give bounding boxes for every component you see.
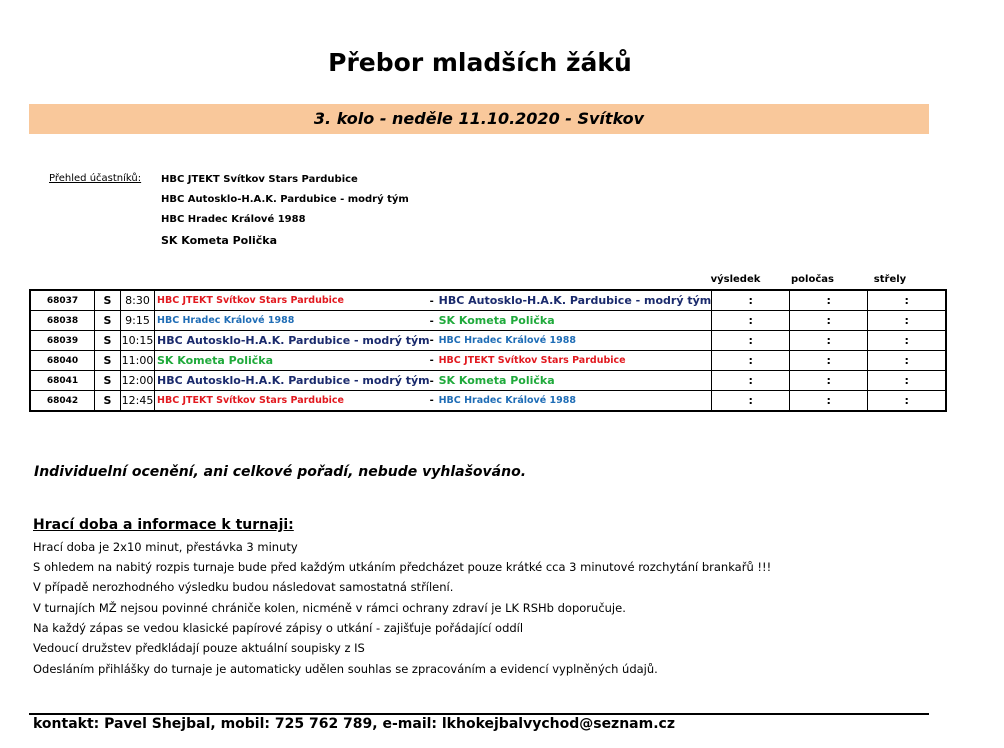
game-row	[30, 331, 946, 351]
result-cell: :	[712, 351, 790, 371]
result-cell: :	[712, 391, 790, 412]
games-table	[29, 289, 947, 412]
home-team: HBC Autosklo-H.A.K. Pardubice - modrý tým	[157, 334, 430, 347]
shots-cell: :	[868, 311, 947, 331]
info-line: V případě nerozhodného výsledku budou následovat samostatná střílení.	[33, 580, 454, 594]
shots-cell: :	[868, 290, 947, 311]
result-cell: :	[712, 331, 790, 351]
shots-cell: :	[868, 371, 947, 391]
column-header-half: poločas	[791, 274, 834, 285]
info-heading: Hrací doba a informace k turnaji:	[33, 517, 294, 533]
half-cell: :	[790, 391, 868, 412]
half-cell: :	[790, 311, 868, 331]
half-cell: :	[790, 331, 868, 351]
home-team: HBC JTEKT Svítkov Stars Pardubice	[157, 295, 344, 306]
game-time: 9:15	[121, 311, 155, 331]
game-id: 68040	[30, 351, 95, 371]
result-cell: :	[712, 290, 790, 311]
info-line: Vedoucí družstev předkládají pouze aktuální soupisky z IS	[33, 641, 365, 655]
away-team-cell	[430, 290, 712, 311]
game-id: 68037	[30, 290, 95, 311]
info-line: Na každý zápas se vedou klasické papírové zápisy o utkání - zajišťuje pořádající oddíl	[33, 621, 524, 635]
participant-1: HBC JTEKT Svítkov Stars Pardubice	[161, 174, 358, 185]
home-team: HBC JTEKT Svítkov Stars Pardubice	[157, 395, 344, 406]
home-team-cell	[155, 371, 430, 391]
home-team: SK Kometa Polička	[157, 354, 274, 367]
page-title: Přebor mladších žáků	[328, 48, 632, 77]
vs-dash: -	[429, 395, 434, 406]
notice: Individuelní ocenění, ani celkové pořadí, nebude vyhlašováno.	[34, 464, 527, 480]
info-line: V turnajích MŽ nejsou povinné chrániče kolen, nicméně v rámci ochrany zdraví je LK RSHb doporučuje.	[33, 601, 626, 615]
half-cell: :	[790, 351, 868, 371]
home-team-cell	[155, 391, 430, 412]
game-category: S	[95, 290, 121, 311]
away-team: HBC Autosklo-H.A.K. Pardubice - modrý tým	[438, 294, 712, 307]
contact-divider	[29, 713, 929, 715]
game-row	[30, 391, 946, 412]
home-team: HBC Hradec Králové 1988	[157, 315, 295, 326]
game-time: 11:00	[121, 351, 155, 371]
home-team-cell	[155, 351, 430, 371]
info-line: Odesláním přihlášky do turnaje je automaticky udělen souhlas se zpracováním a evidencí vyplněných údajů.	[33, 662, 658, 676]
game-category: S	[95, 311, 121, 331]
away-team: HBC Hradec Králové 1988	[438, 395, 576, 406]
game-category: S	[95, 351, 121, 371]
vs-dash: -	[429, 376, 434, 387]
info-line: Hrací doba je 2x10 minut, přestávka 3 minuty	[33, 540, 298, 554]
away-team-cell	[430, 371, 712, 391]
game-time: 10:15	[121, 331, 155, 351]
participant-4: SK Kometa Polička	[161, 234, 278, 247]
info-line: S ohledem na nabitý rozpis turnaje bude před každým utkáním předcházet pouze krátké cca 3 minutové rozchytání brankařů !!!	[33, 560, 772, 574]
column-header-result: výsledek	[710, 274, 761, 285]
column-header-shots: střely	[873, 274, 907, 285]
home-team-cell	[155, 331, 430, 351]
half-cell: :	[790, 290, 868, 311]
round-banner: 3. kolo - neděle 11.10.2020 - Svítkov	[29, 104, 929, 134]
game-time: 12:45	[121, 391, 155, 412]
vs-dash: -	[429, 335, 434, 346]
away-team: HBC Hradec Králové 1988	[438, 335, 576, 346]
away-team: SK Kometa Polička	[438, 314, 555, 327]
away-team: SK Kometa Polička	[438, 374, 555, 387]
game-row	[30, 311, 946, 331]
game-time: 12:00	[121, 371, 155, 391]
away-team-cell	[430, 351, 712, 371]
vs-dash: -	[429, 316, 434, 327]
participants-label: Přehled účastníků:	[49, 173, 142, 184]
game-row	[30, 351, 946, 371]
away-team-cell	[430, 391, 712, 412]
away-team: HBC JTEKT Svítkov Stars Pardubice	[438, 355, 626, 366]
half-cell: :	[790, 371, 868, 391]
participant-3: HBC Hradec Králové 1988	[161, 214, 306, 225]
home-team: HBC Autosklo-H.A.K. Pardubice - modrý tým	[157, 374, 430, 387]
game-category: S	[95, 391, 121, 412]
game-row	[30, 290, 946, 311]
game-category: S	[95, 371, 121, 391]
shots-cell: :	[868, 331, 947, 351]
shots-cell: :	[868, 351, 947, 371]
game-id: 68042	[30, 391, 95, 412]
contact-line: kontakt: Pavel Shejbal, mobil: 725 762 789, e-mail: lkhokejbalvychod@seznam.cz	[33, 716, 675, 732]
home-team-cell	[155, 311, 430, 331]
game-id: 68039	[30, 331, 95, 351]
game-id: 68038	[30, 311, 95, 331]
result-cell: :	[712, 371, 790, 391]
home-team-cell	[155, 290, 430, 311]
participant-2: HBC Autosklo-H.A.K. Pardubice - modrý tým	[161, 194, 409, 205]
game-category: S	[95, 331, 121, 351]
game-id: 68041	[30, 371, 95, 391]
away-team-cell	[430, 331, 712, 351]
vs-dash: -	[429, 296, 434, 307]
vs-dash: -	[429, 355, 434, 366]
result-cell: :	[712, 311, 790, 331]
away-team-cell	[430, 311, 712, 331]
shots-cell: :	[868, 391, 947, 412]
game-row	[30, 371, 946, 391]
game-time: 8:30	[121, 290, 155, 311]
